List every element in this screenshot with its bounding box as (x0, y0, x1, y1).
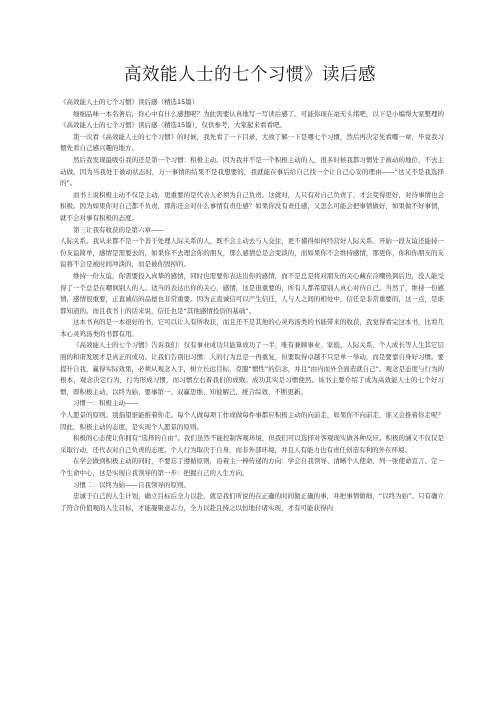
document-body (60, 97, 444, 514)
paragraph: 这本书真的是一本很好的书，它可以让人有所收获，而且还不是其他的心灵鸡汤类的书能带来的收获，我觉得看完这本书，比看几本心灵鸡汤类的书都有用。 (60, 318, 444, 338)
paragraph: 《高效能人士的七个习惯》告诉我们：仅有事业成功只能算成功了一半，唯有兼顾事业、家庭、人际关系、个人成长等人生其它层面的和谐发展才是真正的成功。让我们告别旧习惯：人的行为总是一再重复，但要取得卓越不只是单一举动，而是要靠自身好习惯。要提升自我，赢得实际效果，必须从观念入手，树立长远目标，克服“惯性”的信念，并且“由内而外全面造就自己”。观念是态度与行为的根本，观念决定行为，行为形成习惯，而习惯左右着我们的成败。成功其实是习惯使然。该书主要介绍了成为高效能人士的七个好习惯，即积极主动、以终为始、要事第一、双赢思维、知彼解己、统合综效、不断更新。 (60, 341, 444, 396)
paragraph: 积极的心态使让你拥有“选择的自由”。我们虽然不能控制客观环境，但我们可以选择对客观现实做各种反应。积极的涵义不仅仅是采取行动，还代表对自己负责的态度。个人行为取决于自身，而非外部环境，并且人有能力也有责任创造有利的外在环境。 (60, 434, 444, 454)
paragraph: 第三让我有收获的是第六章—— (73, 225, 164, 234)
paragraph: 个人愿景的原则。别指望谁能推着你走。每个人做每项工作或做每件事都应积极主动的向前走，如果你不向前走，谁又会推着你走呢？因此，积极主动的态度，是实现个人愿景的原则。 (60, 411, 444, 431)
paragraph: 习惯二：以终为始——自我领导的原则。 (73, 480, 190, 489)
paragraph: 人际关系。我从来都不是一个善于处理人际关系的人，既不会主动去与人交往，更不懂得如何经营好人际关系。开始一段友谊还能持一份友谊简单，感情是需要去的，如果你不去理会你的朋友，那么感情总是会变淡的，而如果你不会维持感情，那更你，你和你朋友的友谊将不会是被时间冲淡的，而是被你毁掉的。 (60, 237, 444, 269)
paragraph: 然后我发现最吸引我的还是第一个习惯：积极主动。因为我并不是一个积极主动的人，很多时候我都习惯处于被动的地位，不去主动做，因为当我处于被动状态时，万一事情的结果不是我想要的，我就能在事后给自己找一个让自己心安的理由——“这又不是我选择的”。 (60, 155, 444, 188)
paragraph: 习惯一：积极主动—— (73, 399, 138, 408)
paragraph: 在学会做到积极主动的同时，不要忘了遵循原则，沿着主一棒传递的方向：学会自我领导、清晰个人使命、列一张使命宣言、定一个生命中心，这是实现自我领导的第一步：把握自己的人生方向。 (60, 457, 444, 477)
paragraph: 而书上说积极主动不仅是主动，更重要的是代表人必须为自己负责。这就对，人只有对自己负责了，才会变得更好，对待事情也会积极。因为如果你对自己都不负责，那你还会对什么事情有责任感？如果你没有责任感，又怎么可能会把事情做好，如果做不好事情，就不会对事有积极的态度。 (60, 190, 444, 222)
paragraph: 细细品味一本名著后，你心中有什么感想呢？为此需要认真地写一写读后感了。可能你现在毫无头绪吧，以下是小编帮大家整理的《高效能人士的七个习惯》读后感（精选15篇），仅供参考，大家起来看看吧。 (60, 109, 444, 130)
paragraph: 忠诚于自己的人生计划，确立目标后全力以赴，就是我们所说的在正确的时间做正确的事，并把事情做细，“以终为始”。只有确立了符合价值观的人生目标，才能凝聚意志力，全力以赴且持之以恒地付诸实现，才有可能获得内 (60, 492, 444, 512)
paragraph: 维持一份友谊，你需要投入真挚的感情，同时也需要你表达出你的感情，而不是总是将对朋友的关心藏在冷嘲热讽后边，没人能受得了一个总是在嘲讽别人的人。适当的表达出你的关心，感情，这是很重要的，所有人都希望别人真心对待自己。当然了，维持一份感情，感情很重要，正直诚信的品德也非常重要。因为正直诚信可以产生信任，人与人之间的相处中，信任是非常重要的，这一点，是谁都知道的。而且我书上的话来说，信任也是“其他感情投资的基础”。 (60, 271, 444, 315)
page-title: 高效能人士的七个习惯》读后感 (124, 65, 376, 85)
paragraph: 第一次看《高效能人士的七个习惯》的时候，我先看了一下目录，大致了解一下是哪七个习惯，然后再决定先看哪一章，毕竟我习惯先看自己感兴趣的地方。 (60, 132, 444, 153)
paragraph: 《高效能人士的七个习惯》读后感（精选15篇） (60, 98, 199, 106)
